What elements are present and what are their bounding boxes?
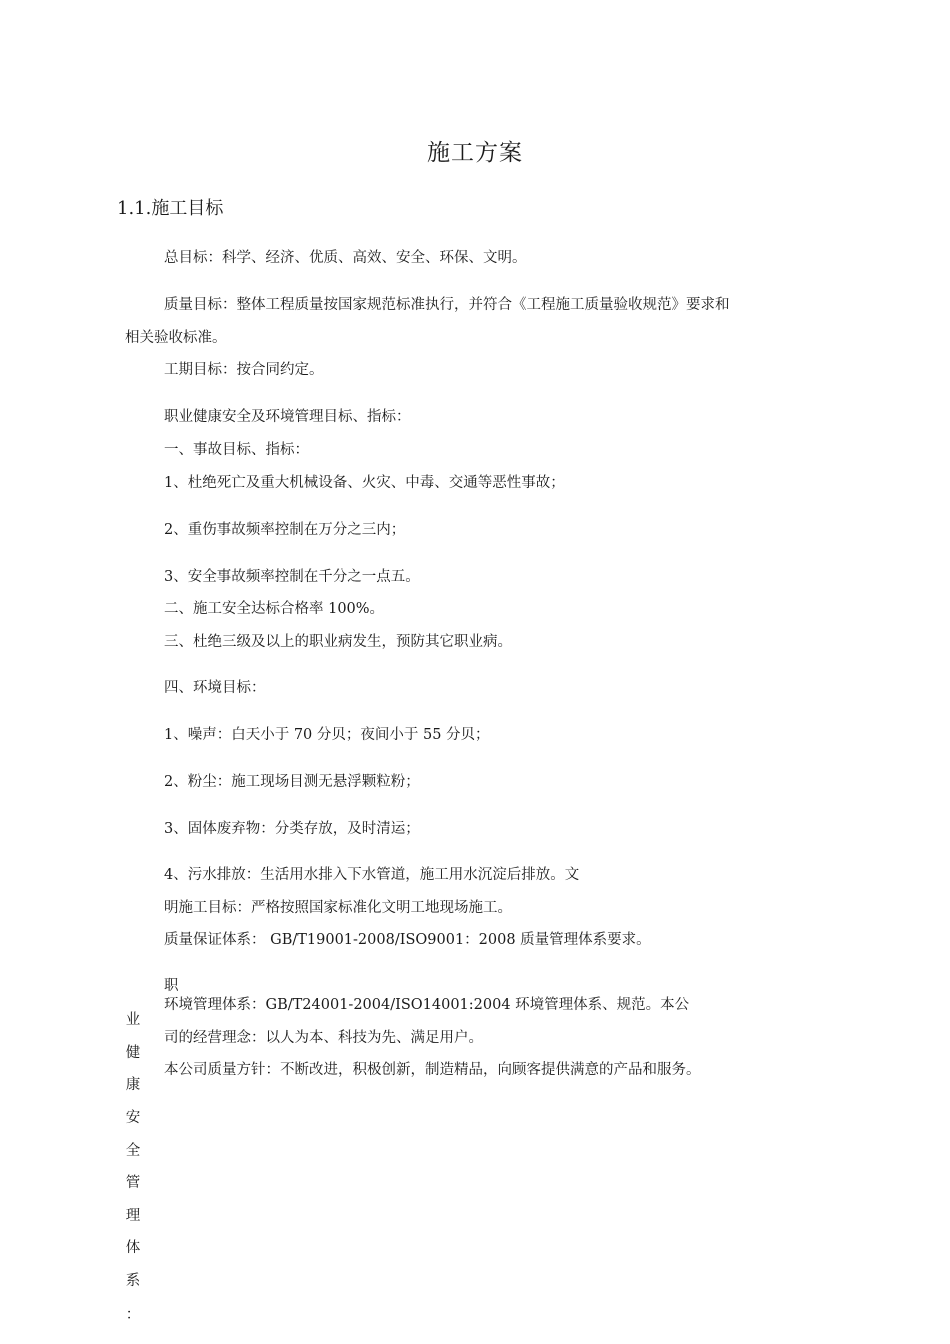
paragraph-line: 质量保证体系： GB/T19001-2008/ISO9001：2008 质量管理体系要求。: [164, 932, 651, 948]
paragraph-line: 一、事故目标、指标：: [164, 442, 309, 458]
vertical-char: 系: [125, 1273, 141, 1289]
paragraph-line: 环境管理体系：GB/T24001-2004/ISO14001:2004 环境管理体系、规范。本公: [164, 997, 690, 1013]
vertical-char: 理: [125, 1208, 141, 1224]
paragraph-line: 相关验收标准。: [125, 330, 227, 346]
paragraph-line: 四、环境目标：: [164, 680, 266, 696]
paragraph-line: 工期目标：按合同约定。: [164, 362, 324, 378]
paragraph-line: 2、重伤事故频率控制在万分之三内；: [164, 522, 406, 538]
paragraph-line: 总目标：科学、经济、优质、高效、安全、环保、文明。: [164, 250, 527, 266]
paragraph-line: 职业健康安全及环境管理目标、指标：: [164, 409, 411, 425]
vertical-char: 全: [125, 1143, 141, 1159]
paragraph-line: 质量目标：整体工程质量按国家规范标准执行，并符合《工程施工质量验收规范》要求和: [164, 297, 730, 313]
section-heading: 1.1.施工目标: [117, 198, 224, 219]
paragraph-line: 本公司质量方针：不断改进，积极创新，制造精品，向顾客提供满意的产品和服务。: [164, 1062, 701, 1078]
vertical-char: 管: [125, 1175, 141, 1191]
paragraph-line: 1、杜绝死亡及重大机械设备、火灾、中毒、交通等恶性事故；: [164, 475, 565, 491]
paragraph-line: 2、粉尘：施工现场目测无悬浮颗粒粉；: [164, 774, 420, 790]
vertical-char: 健: [125, 1045, 141, 1061]
paragraph-line: 二、施工安全达标合格率 100%。: [164, 601, 385, 617]
paragraph-line: 3、安全事故频率控制在千分之一点五。: [164, 569, 420, 585]
paragraph-line: 职: [164, 978, 179, 994]
paragraph-line: 明施工目标：严格按照国家标准化文明工地现场施工。: [164, 900, 512, 916]
paragraph-line: 3、固体废弃物：分类存放，及时清运；: [164, 821, 420, 837]
paragraph-line: 4、污水排放：生活用水排入下水管道，施工用水沉淀后排放。文: [164, 867, 580, 883]
vertical-char: 业: [125, 1012, 141, 1028]
vertical-char: 体: [125, 1240, 141, 1256]
vertical-char: 康: [125, 1077, 141, 1093]
vertical-char: ：: [125, 1307, 141, 1323]
paragraph-line: 1、噪声：白天小于 70 分贝；夜间小于 55 分贝；: [164, 727, 490, 743]
page-title: 施工方案: [427, 140, 523, 166]
vertical-char: 安: [125, 1110, 141, 1126]
paragraph-line: 三、杜绝三级及以上的职业病发生，预防其它职业病。: [164, 634, 512, 650]
paragraph-line: 司的经营理念：以人为本、科技为先、满足用户。: [164, 1030, 483, 1046]
